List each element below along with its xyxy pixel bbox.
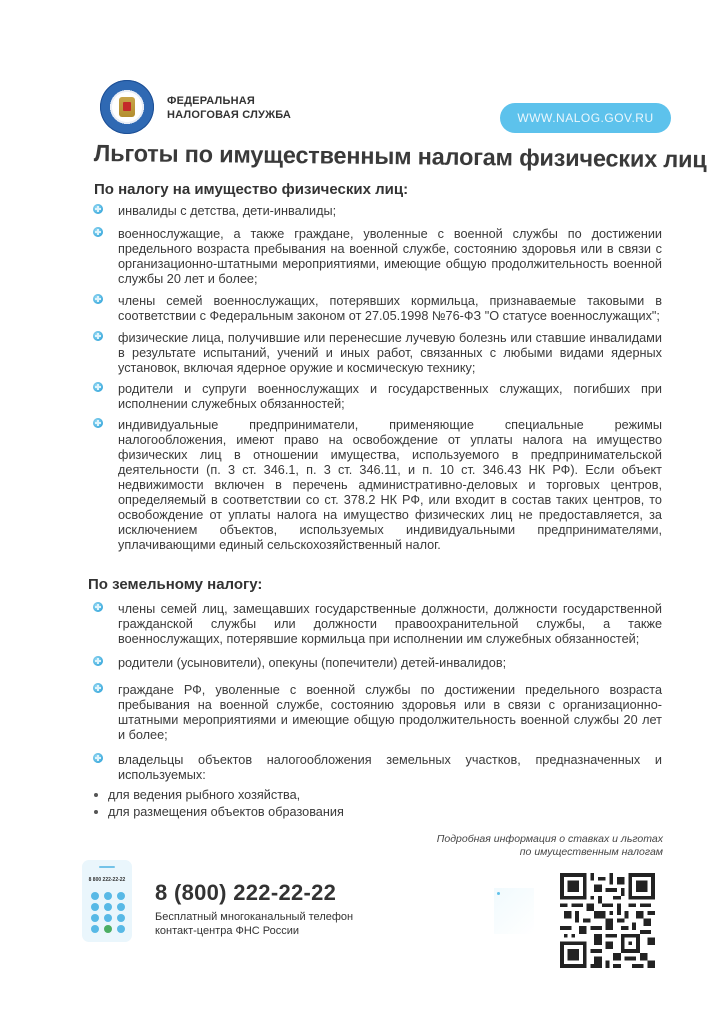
website-link[interactable]: WWW.NALOG.GOV.RU bbox=[500, 103, 671, 133]
key-icon bbox=[91, 914, 99, 922]
sub-list-item bbox=[92, 787, 492, 804]
bullet-icon bbox=[93, 683, 103, 693]
land-tax-list bbox=[92, 602, 662, 783]
list-item-text: владельцы объектов налогообложения земельных участков, предназначенных и используемых: bbox=[118, 753, 662, 782]
key-icon bbox=[91, 892, 99, 900]
org-name-line2: НАЛОГОВАЯ СЛУЖБА bbox=[167, 109, 292, 121]
bullet-icon bbox=[93, 204, 103, 214]
call-key-icon bbox=[104, 925, 112, 933]
bullet-icon bbox=[93, 331, 103, 341]
phone-speaker-icon bbox=[99, 866, 115, 868]
key-icon bbox=[104, 914, 112, 922]
bullet-icon bbox=[93, 227, 103, 237]
more-info-line1: Подробная информация о ставках и льготах bbox=[436, 833, 663, 845]
key-icon bbox=[117, 903, 125, 911]
more-info-line2: по имущественным налогам bbox=[519, 846, 663, 858]
hotline-desc-line1: Бесплатный многоканальный телефон bbox=[155, 911, 354, 923]
key-icon bbox=[117, 925, 125, 933]
dot-bullet-icon bbox=[94, 810, 98, 814]
list-item bbox=[92, 602, 662, 647]
list-item bbox=[92, 331, 662, 376]
org-name bbox=[167, 94, 291, 122]
bullet-icon bbox=[93, 382, 103, 392]
list-item bbox=[92, 418, 662, 553]
bullet-icon bbox=[93, 602, 103, 612]
property-tax-list bbox=[92, 204, 662, 553]
hotline-desc-line2: контакт-центра ФНС России bbox=[155, 925, 300, 937]
more-info-note bbox=[400, 833, 663, 859]
key-icon bbox=[104, 903, 112, 911]
sub-list-item bbox=[92, 804, 492, 821]
fns-emblem-icon bbox=[100, 80, 154, 134]
key-icon bbox=[117, 914, 125, 922]
dot-bullet-icon bbox=[94, 793, 98, 797]
list-item-text: физические лица, получившие или перенесшие лучевую болезнь или ставшие инвалидами в результате испытаний, учений и иных работ, связанных с любыми видами ядерных установок, включая ядерное оружие и космическую технику; bbox=[118, 331, 662, 375]
list-item bbox=[92, 204, 662, 219]
property-tax-heading: По налогу на имущество физических лиц: bbox=[94, 181, 409, 198]
decorative-shape bbox=[494, 888, 534, 934]
bullet-icon bbox=[93, 418, 103, 428]
list-item-text: инвалиды с детства, дети-инвалиды; bbox=[118, 204, 337, 218]
keypad bbox=[91, 892, 125, 933]
key-icon bbox=[91, 903, 99, 911]
list-item bbox=[92, 656, 662, 671]
list-item-text: члены семей лиц, замещавших государственные должности, должности государственной гражданской службы или должности правоохранительной службы, а также военнослужащих, потерявшие кормильца при исполнении им служебных обязанностей; bbox=[118, 602, 662, 646]
sub-list-item-text: для ведения рыбного хозяйства, bbox=[108, 788, 301, 802]
bullet-icon bbox=[93, 294, 103, 304]
list-item-text: индивидуальные предприниматели, применяющие специальные режимы налогообложения, имеют право на освобождение от уплаты налога на имущество физических лиц в отношении имущества, используемого в предпринимательской деятельности (п. 3 ст. 346.1, п. 3 ст. 346.11, и п. 10 ст. 346.43 НК РФ). Если объект недвижимости включен в перечень административно-деловых и торговых центров, определяемый в соответствии со ст. 378.2 НК РФ, или входит в состав таких центров, то освобождение от уплаты налога на имущество физических лиц не предоставляется, за исключением объектов, используемых индивидуальными предпринимателями, уплачивающими единый сельскохозяйственный налог. bbox=[118, 418, 662, 552]
bullet-icon bbox=[93, 753, 103, 763]
list-item-text: родители и супруги военнослужащих и государственных служащих, погибших при исполнении служебных обязанностей; bbox=[118, 382, 662, 411]
list-item bbox=[92, 227, 662, 287]
list-item bbox=[92, 753, 662, 783]
land-tax-heading: По земельному налогу: bbox=[88, 576, 263, 593]
hotline-phone-number[interactable]: 8 (800) 222-22-22 bbox=[155, 880, 337, 905]
org-name-line1: ФЕДЕРАЛЬНАЯ bbox=[167, 95, 255, 107]
key-icon bbox=[91, 925, 99, 933]
list-item-text: родители (усыновители), опекуны (попечители) детей-инвалидов; bbox=[118, 656, 507, 670]
bullet-icon bbox=[93, 656, 103, 666]
hotline-description bbox=[155, 910, 353, 938]
phone-keypad-icon bbox=[82, 860, 132, 942]
list-item bbox=[92, 382, 662, 412]
phone-card-number: 8 800 222-22-22 bbox=[88, 877, 126, 883]
key-icon bbox=[117, 892, 125, 900]
page-title: Льготы по имущественным налогам физических лиц bbox=[93, 140, 707, 173]
land-tax-sub-list bbox=[92, 787, 492, 821]
list-item-text: военнослужащие, а также граждане, уволенные с военной службы по достижении предельного возраста пребывания на военной службе, состоянию здоровья или в связи с организационно-штатными мероприятиями, имеющие общую продолжительность военной службы 20 лет и более; bbox=[118, 227, 662, 286]
key-icon bbox=[104, 892, 112, 900]
list-item-text: граждане РФ, уволенные с военной службы по достижении предельного возраста пребывания на военной службе, состоянию здоровья или в связи с организационно-штатными мероприятиями и имеющие общую продолжительность военной службы 20 лет и более; bbox=[118, 683, 662, 742]
sub-list-item-text: для размещения объектов образования bbox=[108, 805, 344, 819]
list-item-text: члены семей военнослужащих, потерявших кормильца, признаваемые таковыми в соответствии с Федеральным законом от 27.05.1998 №76-ФЗ "О статусе военнослужащих"; bbox=[118, 294, 662, 323]
list-item bbox=[92, 683, 662, 743]
list-item bbox=[92, 294, 662, 324]
double-headed-eagle-icon bbox=[119, 97, 135, 117]
qr-code-icon[interactable] bbox=[560, 873, 655, 968]
